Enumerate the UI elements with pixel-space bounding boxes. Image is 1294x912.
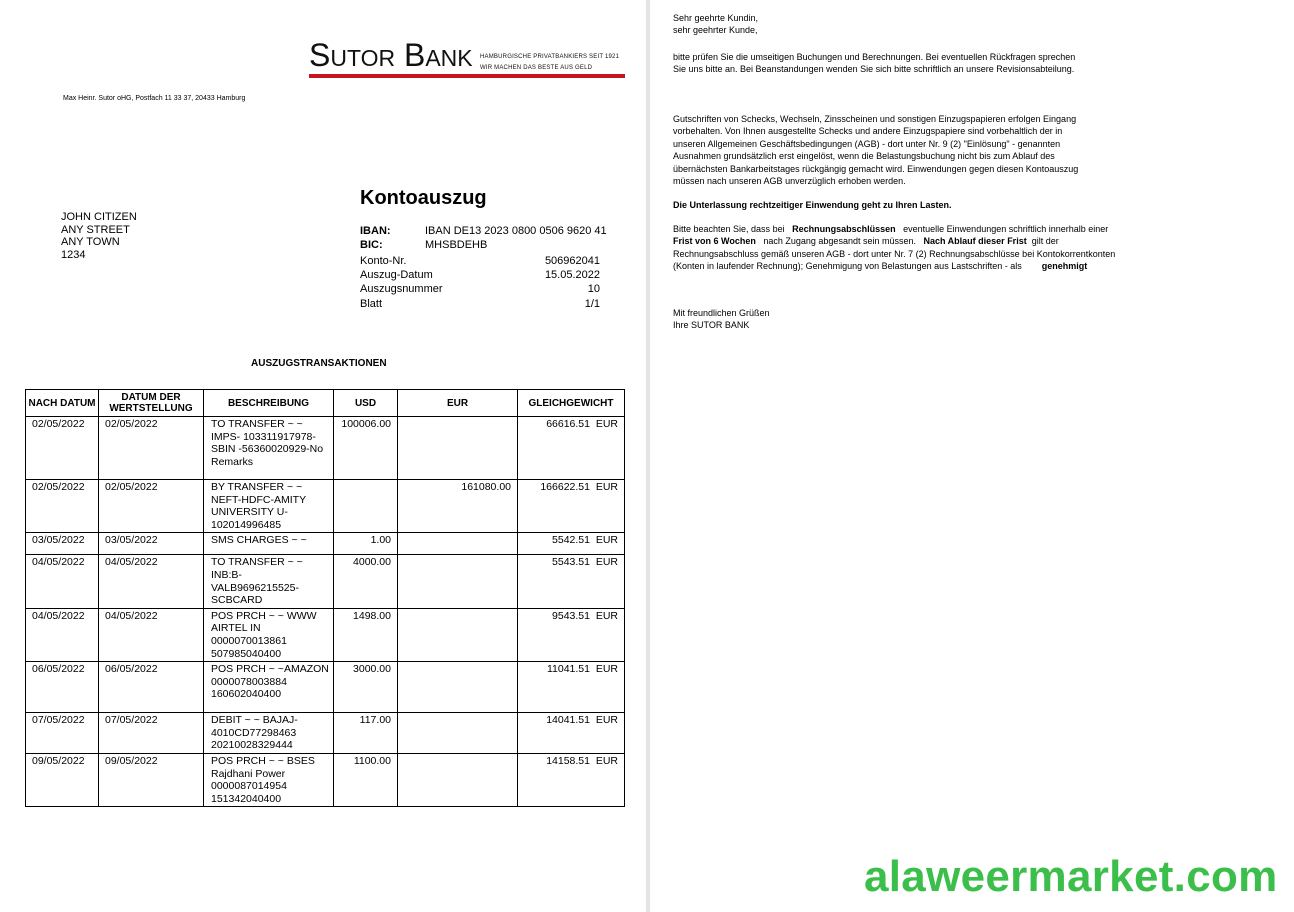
table-row: 04/05/2022 04/05/2022 TO TRANSFER ~ ~ INB:B- VALB9696215525- SCBCARD 4000.00 5543.51 EUR <box>26 555 625 608</box>
transactions-title: AUSZUGSTRANSAKTIONEN <box>251 358 387 369</box>
logo-underline <box>309 74 625 78</box>
recipient-address <box>61 211 137 262</box>
letter-salutation: Sehr geehrte Kundin, sehr geehrter Kunde, <box>673 13 759 36</box>
bic-row <box>360 239 604 253</box>
meta-row-statement-date: Auszug-Datum 15.05.2022 <box>360 269 600 282</box>
transactions-table <box>25 389 625 807</box>
letter-paragraph-3: Bitte beachten Sie, dass bei Rechnungsabschlüssen eventuelle Einwendungen schriftlich innerhalb einer Frist von 6 Wochen nach Zugang abgesandt sein müssen. Nach Ablauf dieser Frist gilt der Rechnungsabschluss gemäß unseren AGB - dort unter Nr. 7 (2) Rechnungsabschlüsse bei Kontokorrentkonten (Konten in laufender Rechnung); Genehmigung von Belastungen aus Lastschriften - als genehmigt <box>673 224 1116 272</box>
iban-value: IBAN DE13 2023 0800 0506 9620 41 <box>425 225 607 237</box>
col-header-usd: USD <box>334 390 398 417</box>
letter-paragraph-2: Gutschriften von Schecks, Wechseln, Zinsscheinen und sonstigen Einzugspapieren erfolgen Eingang vorbehalten. Von Ihnen ausgestellte Schecks und andere Einzugspapiere sind vorbehaltlich der in unseren Allgemeinen Geschäftsbedingungen (AGB) - dort unter Nr. 9 (2) "Einlösung" - genannten Ausnahmen grundsätzlich erst eingelöst, wenn die Belastungsbuchung nicht bis zum Ablauf des übernächsten Bankarbeitstages rückgängig gemacht wird. Einwendungen gegen diesen Kontoauszug müssen nach unseren AGB unverzüglich erhoben werden. <box>673 114 1079 187</box>
col-header-balance: GLEICHGEWICHT <box>518 390 625 417</box>
meta-row-account-number: Konto-Nr. 506962041 <box>360 255 600 267</box>
letter-paragraph-1: bitte prüfen Sie die umseitigen Buchungen und Berechnungen. Bei eventuellen Rückfragen sprechen Sie uns bitte an. Bei Beanstandungen wenden Sie sich bitte schriftlich an unsere Revisionsabteilung. <box>673 52 1076 75</box>
recipient-name: JOHN CITIZEN <box>61 211 137 223</box>
letter-bold-notice: Die Unterlassung rechtzeitiger Einwendung geht zu Ihren Lasten. <box>673 200 952 210</box>
table-row: 02/05/2022 02/05/2022 TO TRANSFER ~ ~ IMPS- 103311917978- SBIN -56360020929-No Remarks 100006.00 66616.51 EUR <box>26 417 625 480</box>
table-row: 07/05/2022 07/05/2022 DEBIT ~ ~ BAJAJ- 4010CD77298463 20210028329444 117.00 14041.51 EUR <box>26 713 625 754</box>
recipient-zip: 1234 <box>61 249 86 262</box>
bic-label: BIC: <box>360 238 383 251</box>
col-header-description: BESCHREIBUNG <box>204 390 334 417</box>
table-row: 03/05/2022 03/05/2022 SMS CHARGES ~ ~ 1.00 5542.51 EUR <box>26 533 625 555</box>
logo-tagline: HAMBURGISCHE PRIVATBANKIERS SEIT 1921 WIR MACHEN DAS BESTE AUS GELD <box>480 54 620 71</box>
col-header-value-date: DATUM DER WERTSTELLUNG <box>99 390 204 417</box>
table-row: 06/05/2022 06/05/2022 POS PRCH ~ ~AMAZON 0000078003884 160602040400 3000.00 11041.51 EUR <box>26 662 625 713</box>
watermark-text: alaweermarket.com <box>864 852 1278 901</box>
col-header-date: NACH DATUM <box>26 390 99 417</box>
col-header-eur: EUR <box>398 390 518 417</box>
logo-wordmark: SUTOR BANK <box>309 37 473 73</box>
recipient-street: ANY STREET <box>61 223 130 236</box>
account-info <box>360 225 607 311</box>
meta-row-statement-number: Auszugsnummer 10 <box>360 283 600 296</box>
meta-row-sheet: Blatt 1/1 <box>360 297 600 310</box>
bic-value: MHSBDEHB <box>425 238 488 251</box>
recipient-town: ANY TOWN <box>61 236 120 249</box>
table-header-row <box>26 390 625 417</box>
iban-row <box>360 225 607 239</box>
table-row: 09/05/2022 09/05/2022 POS PRCH ~ ~ BSES Rajdhani Power 0000087014954 151342040400 1100.00 14158.51 EUR <box>26 753 625 806</box>
sender-line: Max Heinr. Sutor oHG, Postfach 11 33 37, 20433 Hamburg <box>63 95 246 102</box>
letter-closing: Mit freundlichen Grüßen Ihre SUTOR BANK <box>673 308 770 331</box>
iban-label: IBAN: <box>360 225 391 237</box>
table-row: 04/05/2022 04/05/2022 POS PRCH ~ ~ WWW AIRTEL IN 0000070013861 507985040400 1498.00 9543.51 EUR <box>26 608 625 661</box>
table-row: 02/05/2022 02/05/2022 BY TRANSFER ~ ~ NEFT-HDFC-AMITY UNIVERSITY U- 102014996485 161080.00 166622.51 EUR <box>26 480 625 533</box>
page-title: Kontoauszug <box>360 187 487 209</box>
